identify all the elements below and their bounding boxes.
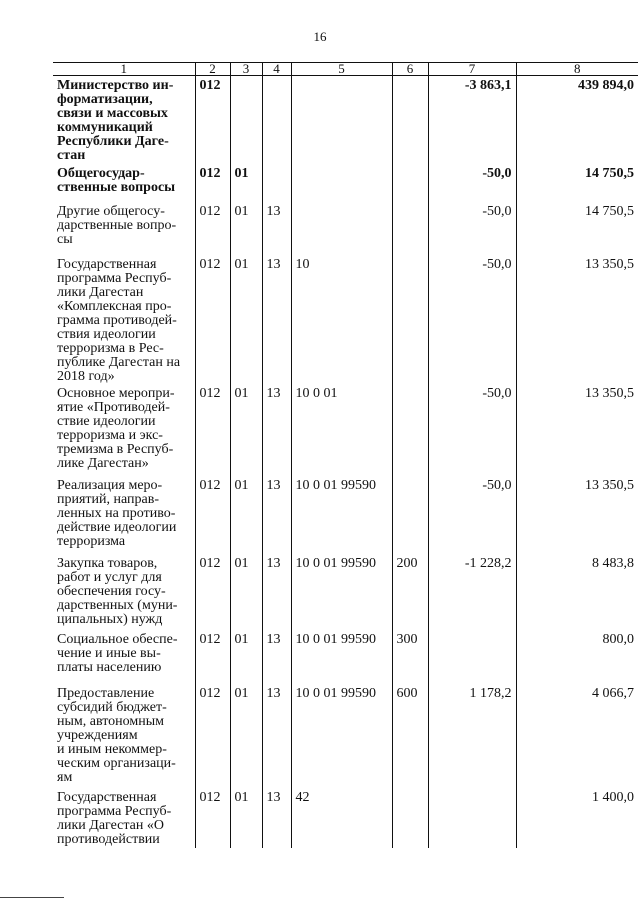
section-code: 012 — [195, 684, 230, 788]
row-name: Реализация меро- приятий, направ- ленных на противо- действие идеологии терроризма — [53, 476, 195, 554]
column-header-8: 8 — [516, 63, 638, 76]
target-article-code: 10 0 01 99590 — [291, 476, 392, 554]
subsection-code: 01 — [230, 164, 262, 202]
footer-rule — [0, 897, 64, 898]
target-article-code: 10 0 01 99590 — [291, 684, 392, 788]
row-name: Основное меропри- ятие «Противодей- ствие идеологии терроризма и экс- тремизма в Респуб- лике Дагестан» — [53, 384, 195, 476]
subsection2-code: 13 — [262, 554, 291, 630]
budget-table — [53, 62, 638, 848]
expense-type-code: 600 — [392, 684, 428, 788]
row-name: Государственная программа Респуб- лики Дагестан «О противодействии — [53, 788, 195, 848]
subsection-code: 01 — [230, 202, 262, 255]
amount-change: -50,0 — [428, 164, 516, 202]
section-code: 012 — [195, 164, 230, 202]
amount-change: -50,0 — [428, 202, 516, 255]
amount-total: 14 750,5 — [585, 203, 634, 219]
subsection2-code: 13 — [262, 476, 291, 554]
target-article-code: 10 0 01 99590 — [291, 554, 392, 630]
table-body — [53, 76, 638, 848]
target-article-code: 42 — [291, 788, 392, 848]
row-name: Общегосудар- ственные вопросы — [53, 164, 195, 202]
expense-type-code — [392, 788, 428, 848]
row-name: Предоставление субсидий бюджет- ным, автономным учреждениям и иным некоммер- ческим организаци- ям — [53, 684, 195, 788]
target-article-code — [291, 76, 392, 164]
page-number: 16 — [313, 29, 327, 44]
expense-type-code — [392, 255, 428, 384]
amount-change: 1 178,2 — [428, 684, 516, 788]
subsection-code: 01 — [230, 384, 262, 476]
table-row — [53, 476, 638, 554]
subsection-code — [230, 76, 262, 164]
amount-total: 439 894,0 — [578, 78, 634, 93]
amount-change — [428, 630, 516, 684]
section-code: 012 — [195, 788, 230, 848]
row-name: Закупка товаров, работ и услуг для обеспечения госу- дарственных (муни- ципальных) нужд — [53, 554, 195, 630]
table-row — [53, 384, 638, 476]
column-header-2: 2 — [195, 63, 230, 76]
target-article-code — [291, 202, 392, 255]
target-article-code: 10 0 01 — [291, 384, 392, 476]
table-row — [53, 76, 638, 164]
amount-change: -50,0 — [428, 476, 516, 554]
section-code: 012 — [195, 476, 230, 554]
table-row — [53, 788, 638, 848]
subsection2-code: 13 — [262, 255, 291, 384]
amount-total: 14 750,5 — [585, 165, 634, 181]
subsection2-code: 13 — [262, 202, 291, 255]
amount-total: 800,0 — [602, 631, 634, 647]
row-name: Социальное обеспе- чение и иные вы- платы населению — [53, 630, 195, 684]
expense-type-code: 200 — [392, 554, 428, 630]
subsection2-code: 13 — [262, 384, 291, 476]
expense-type-code — [392, 76, 428, 164]
amount-total: 1 400,0 — [592, 789, 634, 805]
target-article-code — [291, 164, 392, 202]
header-row — [53, 63, 638, 76]
amount-change — [428, 788, 516, 848]
subsection-code: 01 — [230, 630, 262, 684]
amount-total: 13 350,5 — [585, 477, 634, 493]
section-code: 012 — [195, 76, 230, 164]
expense-type-code — [392, 202, 428, 255]
subsection-code: 01 — [230, 255, 262, 384]
expense-type-code — [392, 476, 428, 554]
table-row — [53, 630, 638, 684]
table-row — [53, 554, 638, 630]
amount-change: -3 863,1 — [428, 76, 516, 164]
section-code: 012 — [195, 384, 230, 476]
amount-total: 8 483,8 — [592, 555, 634, 571]
amount-total: 13 350,5 — [585, 385, 634, 401]
amount-total: 13 350,5 — [585, 256, 634, 272]
section-code: 012 — [195, 630, 230, 684]
amount-total: 4 066,7 — [592, 685, 634, 701]
row-name: Другие общегосу- дарственные вопро- сы — [53, 202, 195, 255]
section-code: 012 — [195, 255, 230, 384]
section-code: 012 — [195, 202, 230, 255]
column-header-5: 5 — [291, 63, 392, 76]
subsection2-code — [262, 76, 291, 164]
target-article-code: 10 — [291, 255, 392, 384]
expense-type-code — [392, 384, 428, 476]
expense-type-code — [392, 164, 428, 202]
column-header-6: 6 — [392, 63, 428, 76]
target-article-code: 10 0 01 99590 — [291, 630, 392, 684]
column-header-1: 1 — [53, 63, 195, 76]
table-row — [53, 164, 638, 202]
subsection-code: 01 — [230, 476, 262, 554]
subsection2-code: 13 — [262, 684, 291, 788]
row-name: Министерство ин- форматизации, связи и массовых коммуникаций Республики Даге- стан — [53, 76, 195, 164]
section-code: 012 — [195, 554, 230, 630]
amount-change: -1 228,2 — [428, 554, 516, 630]
subsection2-code — [262, 164, 291, 202]
table-row — [53, 255, 638, 384]
column-header-7: 7 — [428, 63, 516, 76]
expense-type-code: 300 — [392, 630, 428, 684]
subsection-code: 01 — [230, 554, 262, 630]
table-row — [53, 684, 638, 788]
column-header-4: 4 — [262, 63, 291, 76]
subsection2-code: 13 — [262, 788, 291, 848]
amount-change: -50,0 — [428, 384, 516, 476]
column-header-3: 3 — [230, 63, 262, 76]
row-name: Государственная программа Респуб- лики Дагестан «Комплексная про- грамма противодей- ствия идеологии терроризма в Рес- публике Дагестан на 2018 год» — [53, 255, 195, 384]
amount-change: -50,0 — [428, 255, 516, 384]
subsection2-code: 13 — [262, 630, 291, 684]
subsection-code: 01 — [230, 684, 262, 788]
table-row — [53, 202, 638, 255]
subsection-code: 01 — [230, 788, 262, 848]
